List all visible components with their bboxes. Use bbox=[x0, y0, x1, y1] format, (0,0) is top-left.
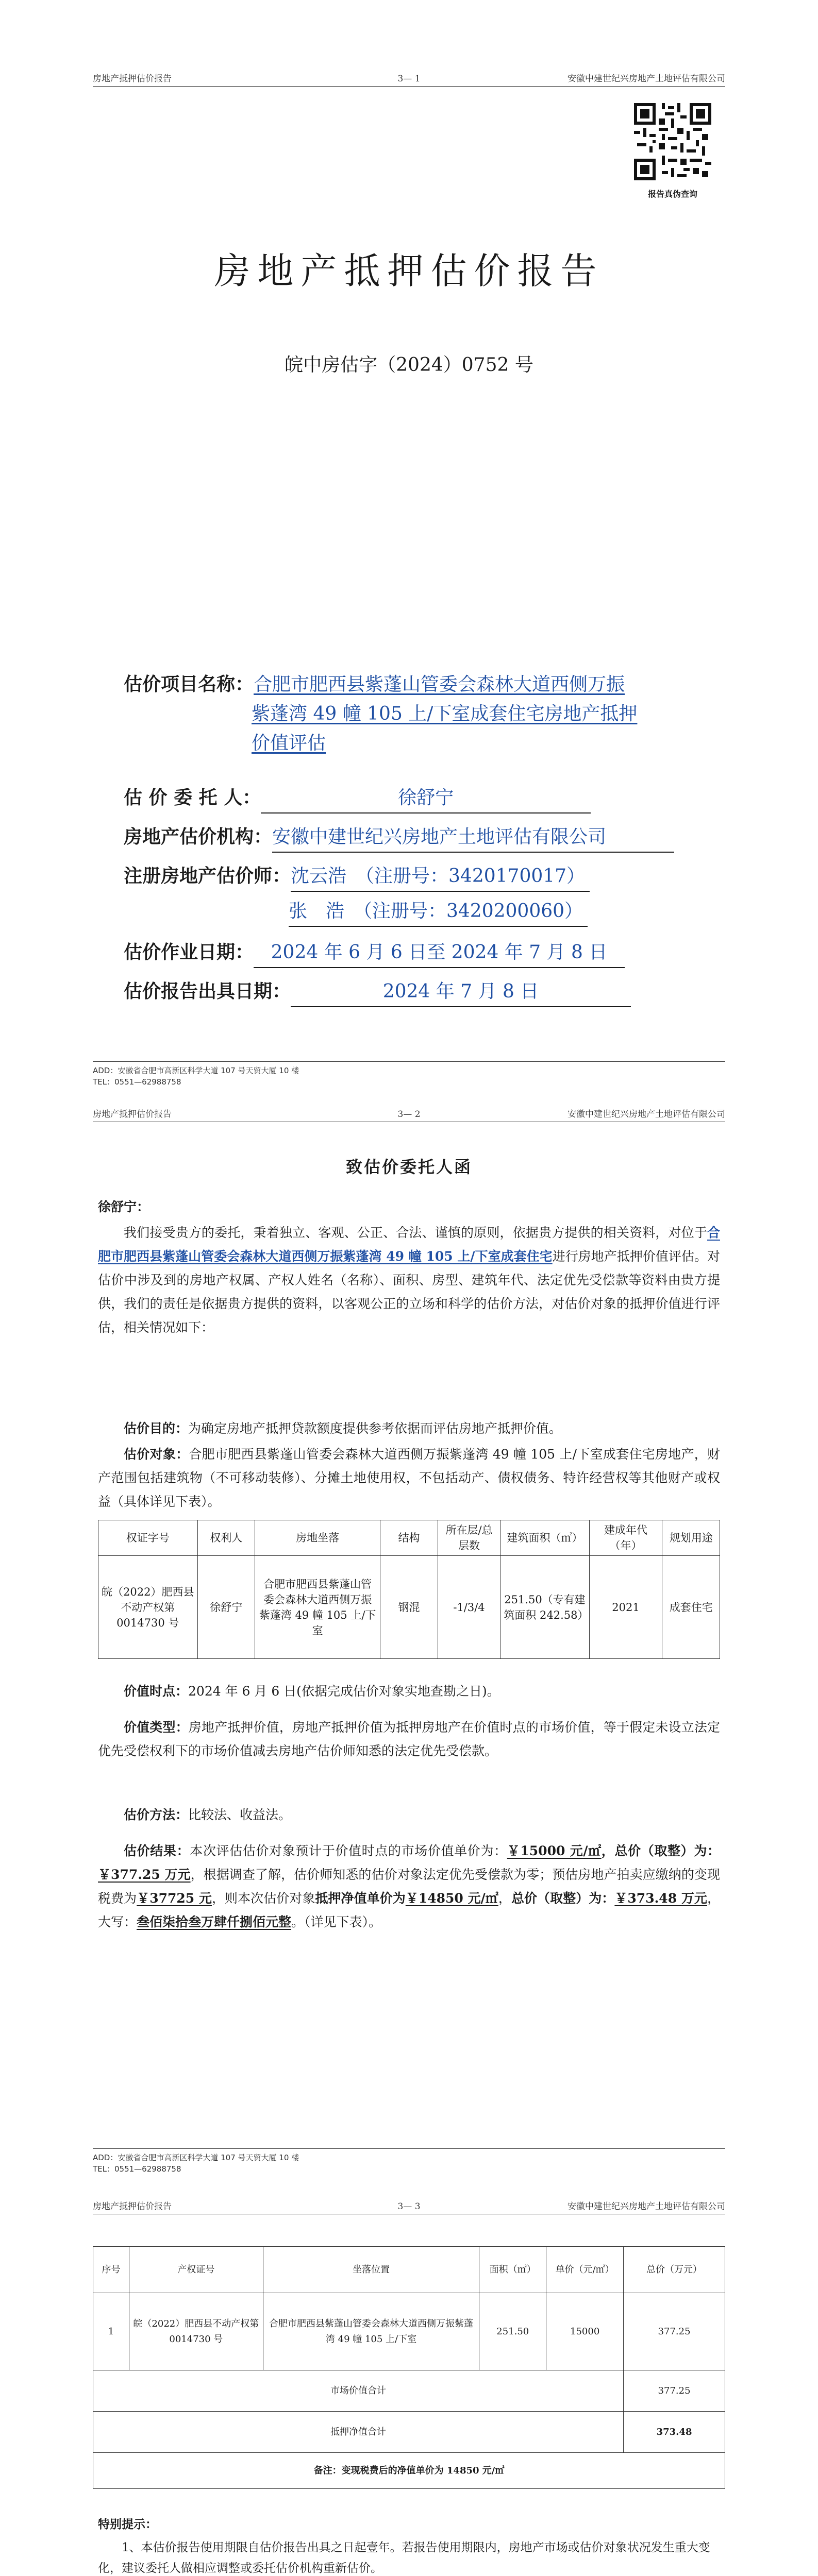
work-date-value: 2024 年 6 月 6 日至 2024 年 7 月 8 日 bbox=[254, 938, 625, 968]
table-header: 房地坐落 bbox=[255, 1520, 380, 1556]
net-total-price: ￥373.48 万元 bbox=[614, 1891, 707, 1906]
page-header bbox=[93, 2200, 725, 2214]
footer-tel: TEL：0551—62988758 bbox=[93, 2164, 181, 2174]
header-right: 安徽中建世纪兴房地产土地评估有限公司 bbox=[567, 1109, 725, 1120]
result-text-a: 本次评估估价对象预计于价值时点的市场价值单价为： bbox=[190, 1843, 507, 1858]
table-row bbox=[93, 2453, 725, 2489]
market-total-value: 377.25 bbox=[624, 2370, 725, 2412]
qr-code-icon[interactable] bbox=[634, 103, 711, 180]
footer-tel: TEL：0551—62988758 bbox=[93, 1077, 181, 1087]
salutation: 徐舒宁： bbox=[98, 1199, 150, 1214]
table-cell: 合肥市肥西县紫蓬山管委会森林大道西侧万振紫蓬湾 49 幢 105 上/下室 bbox=[263, 2293, 479, 2370]
table-row bbox=[93, 2412, 725, 2453]
client-label: 估 价 委 托 人： bbox=[124, 787, 261, 808]
table-cell: 251.50（专有建筑面积 242.58） bbox=[500, 1556, 589, 1659]
table-row bbox=[98, 1556, 720, 1659]
project-name-value-3: 价值评估 bbox=[252, 733, 326, 754]
result-text-g: ，则本次估价对象 bbox=[212, 1891, 315, 1906]
intro-location: 合肥市肥西县紫蓬山管委会森林大道西侧万振紫蓬湾 49 幢 105 上/下室成套住宅 bbox=[98, 1225, 720, 1264]
client-field bbox=[124, 783, 591, 814]
client-value: 徐舒宁 bbox=[261, 784, 591, 814]
header-page-no: 3— 3 bbox=[397, 2201, 421, 2212]
market-total-label: 市场价值合计 bbox=[93, 2370, 624, 2412]
method-text: 比较法、收益法。 bbox=[188, 1807, 292, 1822]
object-label: 估价对象： bbox=[124, 1447, 189, 1462]
table-row bbox=[93, 2370, 725, 2412]
table-cell: 2021 bbox=[589, 1556, 662, 1659]
table-header: 结构 bbox=[380, 1520, 438, 1556]
object-text: 合肥市肥西县紫蓬山管委会森林大道西侧万振紫蓬湾 49 幢 105 上/下室成套住宅房地产，财产范围包括建筑物（不可移动装修）、分摊土地使用权，不包括动产、债权债务、特许经营权等其他财产或权益（具体详见下表）。 bbox=[98, 1447, 720, 1509]
table-cell: 钢混 bbox=[380, 1556, 438, 1659]
org-label: 房地产估价机构： bbox=[124, 826, 273, 848]
letter-title: 致估价委托人函 bbox=[345, 1157, 472, 1177]
project-name-label: 估价项目名称： bbox=[124, 673, 254, 695]
special-tips-title: 特别提示： bbox=[98, 2517, 157, 2531]
value-time-text: 2024 年 6 月 6 日(依据完成估价对象实地查勘之日)。 bbox=[188, 1684, 500, 1699]
work-date-label: 估价作业日期： bbox=[124, 941, 254, 963]
net-unit-price: ￥14850 元/㎡ bbox=[405, 1891, 498, 1906]
document-number: 皖中房估字（2024）0752 号 bbox=[285, 354, 533, 376]
page-cover bbox=[0, 0, 818, 1097]
page-header bbox=[93, 72, 725, 87]
appraiser-2: 张 浩 （注册号：3420200060） bbox=[289, 897, 588, 927]
value-time-paragraph bbox=[98, 1680, 720, 1703]
table-header: 建筑面积（㎡） bbox=[500, 1520, 589, 1556]
net-total-label: 抵押净值合计 bbox=[93, 2412, 624, 2453]
result-label: 估价结果： bbox=[124, 1843, 190, 1858]
value-type-paragraph bbox=[98, 1716, 720, 1763]
table-header: 面积（㎡） bbox=[479, 2247, 546, 2293]
special-tip-1: 1、本估价报告使用期限自估价报告出具之日起壹年。若报告使用期限内，房地产市场或估价对象状况发生重大变化，建议委托人做相应调整或委托估价机构重新估价。 bbox=[98, 2541, 710, 2575]
header-left: 房地产抵押估价报告 bbox=[93, 2201, 172, 2212]
table-header: 规划用途 bbox=[662, 1520, 720, 1556]
table-header: 总价（万元） bbox=[624, 2247, 725, 2293]
table-cell: 皖（2022）肥西县不动产权第 0014730 号 bbox=[98, 1556, 198, 1659]
table-header: 权证字号 bbox=[98, 1520, 198, 1556]
org-field bbox=[124, 822, 674, 853]
footer-address: ADD：安徽省合肥市高新区科学大道 107 号天贸大厦 10 楼 bbox=[93, 2153, 299, 2162]
page-footer bbox=[93, 2148, 725, 2175]
table-header: 建成年代（年） bbox=[589, 1520, 662, 1556]
purpose-label: 估价目的： bbox=[124, 1421, 189, 1436]
header-left: 房地产抵押估价报告 bbox=[93, 1109, 172, 1120]
page-summary bbox=[0, 2184, 818, 2576]
table-cell: 成套住宅 bbox=[662, 1556, 720, 1659]
table-header: 序号 bbox=[93, 2247, 129, 2293]
summary-table bbox=[93, 2246, 725, 2489]
header-page-no: 3— 2 bbox=[397, 1109, 421, 1120]
header-page-no: 3— 1 bbox=[397, 74, 421, 84]
table-cell: -1/3/4 bbox=[438, 1556, 500, 1659]
intro-paragraph bbox=[98, 1221, 720, 1340]
summary-note: 备注：变现税费后的净值单价为 14850 元/㎡ bbox=[93, 2453, 725, 2489]
org-value: 安徽中建世纪兴房地产土地评估有限公司 bbox=[272, 823, 674, 853]
result-paragraph bbox=[98, 1839, 720, 1934]
appraiser-field bbox=[124, 861, 590, 892]
table-cell: 15000 bbox=[546, 2293, 624, 2370]
method-paragraph bbox=[98, 1803, 720, 1827]
appraiser-field-2 bbox=[289, 896, 588, 927]
project-name-field bbox=[124, 670, 706, 758]
value-time-label: 价值时点： bbox=[124, 1684, 189, 1699]
method-label: 估价方法： bbox=[124, 1807, 189, 1822]
table-cell: 377.25 bbox=[624, 2293, 725, 2370]
footer-address: ADD：安徽省合肥市高新区科学大道 107 号天贸大厦 10 楼 bbox=[93, 1066, 299, 1075]
table-header-row bbox=[98, 1520, 720, 1556]
appraiser-1: 沈云浩 （注册号：3420170017） bbox=[291, 862, 590, 892]
intro-text-a: 我们接受贵方的委托，秉着独立、客观、公正、合法、谨慎的原则，依据贵方提供的相关资料，对位于 bbox=[124, 1225, 707, 1240]
result-text-m: ，大写： bbox=[98, 1891, 720, 1929]
result-text-j: ， bbox=[498, 1891, 511, 1906]
table-cell: 皖（2022）肥西县不动产权第 0014730 号 bbox=[129, 2293, 263, 2370]
project-name-value-1: 合肥市肥西县紫蓬山管委会森林大道西侧万振 bbox=[254, 674, 625, 695]
property-table bbox=[98, 1520, 720, 1659]
issue-date-field bbox=[124, 977, 631, 1007]
project-name-value-2: 紫蓬湾 49 幢 105 上/下室成套住宅房地产抵押 bbox=[252, 703, 638, 724]
header-right: 安徽中建世纪兴房地产土地评估有限公司 bbox=[567, 2201, 725, 2212]
purpose-paragraph bbox=[98, 1417, 720, 1440]
table-cell: 251.50 bbox=[479, 2293, 546, 2370]
table-header-row bbox=[93, 2247, 725, 2293]
issue-date-value: 2024 年 7 月 8 日 bbox=[291, 977, 631, 1007]
result-text-h: 抵押净值单价为 bbox=[315, 1891, 406, 1906]
header-right: 安徽中建世纪兴房地产土地评估有限公司 bbox=[567, 74, 725, 84]
issue-date-label: 估价报告出具日期： bbox=[124, 980, 291, 1002]
market-unit-price: ￥15000 元/㎡ bbox=[507, 1843, 602, 1858]
object-paragraph bbox=[98, 1443, 720, 1514]
table-header: 坐落位置 bbox=[263, 2247, 479, 2293]
value-type-label: 价值类型： bbox=[124, 1720, 189, 1735]
result-text-e: ，根据调查了解，估价师知悉的估价对象法定优先受偿款为零；预估房地产拍卖应缴纳的变现税费为 bbox=[98, 1867, 720, 1906]
result-text-c: ，总价（取整）为： bbox=[601, 1843, 720, 1858]
page-footer bbox=[93, 1061, 725, 1088]
table-row bbox=[93, 2293, 725, 2370]
qr-caption: 报告真伪查询 bbox=[647, 189, 697, 199]
market-total-price: ￥377.25 万元 bbox=[98, 1867, 191, 1882]
value-type-text: 房地产抵押价值，房地产抵押价值为抵押房地产在价值时点的市场价值，等于假定未设立法定优先受偿权利下的市场价值减去房地产估价师知悉的法定优先受偿款。 bbox=[98, 1720, 720, 1758]
header-left: 房地产抵押估价报告 bbox=[93, 74, 172, 84]
net-total-value: 373.48 bbox=[624, 2412, 725, 2453]
table-header: 权利人 bbox=[197, 1520, 255, 1556]
purpose-text: 为确定房地产抵押贷款额度提供参考依据而评估房地产抵押价值。 bbox=[188, 1421, 562, 1436]
result-text-o: 。（详见下表）。 bbox=[291, 1914, 382, 1929]
work-date-field bbox=[124, 938, 625, 968]
table-header: 产权证号 bbox=[129, 2247, 263, 2293]
net-total-uppercase: 叁佰柒拾叁万肆仟捌佰元整 bbox=[137, 1914, 292, 1929]
table-cell: 合肥市肥西县紫蓬山管委会森林大道西侧万振紫蓬湾 49 幢 105 上/下室 bbox=[255, 1556, 380, 1659]
intro-text-c: 进行房地产抵押价值评估。对估价中涉及到的房地产权属、产权人姓名（名称）、面积、房型、建筑年代、法定优先受偿款等资料由贵方提供，我们的责任是依据贵方提供的资料，以客观公正的立场和科学的估价方法，对估价对象的抵押价值进行评估，相关情况如下： bbox=[98, 1249, 720, 1335]
table-cell: 1 bbox=[93, 2293, 129, 2370]
appraiser-label: 注册房地产估价师： bbox=[124, 865, 291, 887]
table-cell: 徐舒宁 bbox=[197, 1556, 255, 1659]
table-header: 所在层/总层数 bbox=[438, 1520, 500, 1556]
result-text-k: 总价（取整）为： bbox=[511, 1891, 615, 1906]
table-header: 单价（元/㎡） bbox=[546, 2247, 624, 2293]
page-header bbox=[93, 1108, 725, 1122]
tax-amount: ￥37725 元 bbox=[137, 1891, 212, 1906]
page-letter bbox=[0, 1097, 818, 2184]
report-title: 房地产抵押估价报告 bbox=[214, 250, 604, 292]
